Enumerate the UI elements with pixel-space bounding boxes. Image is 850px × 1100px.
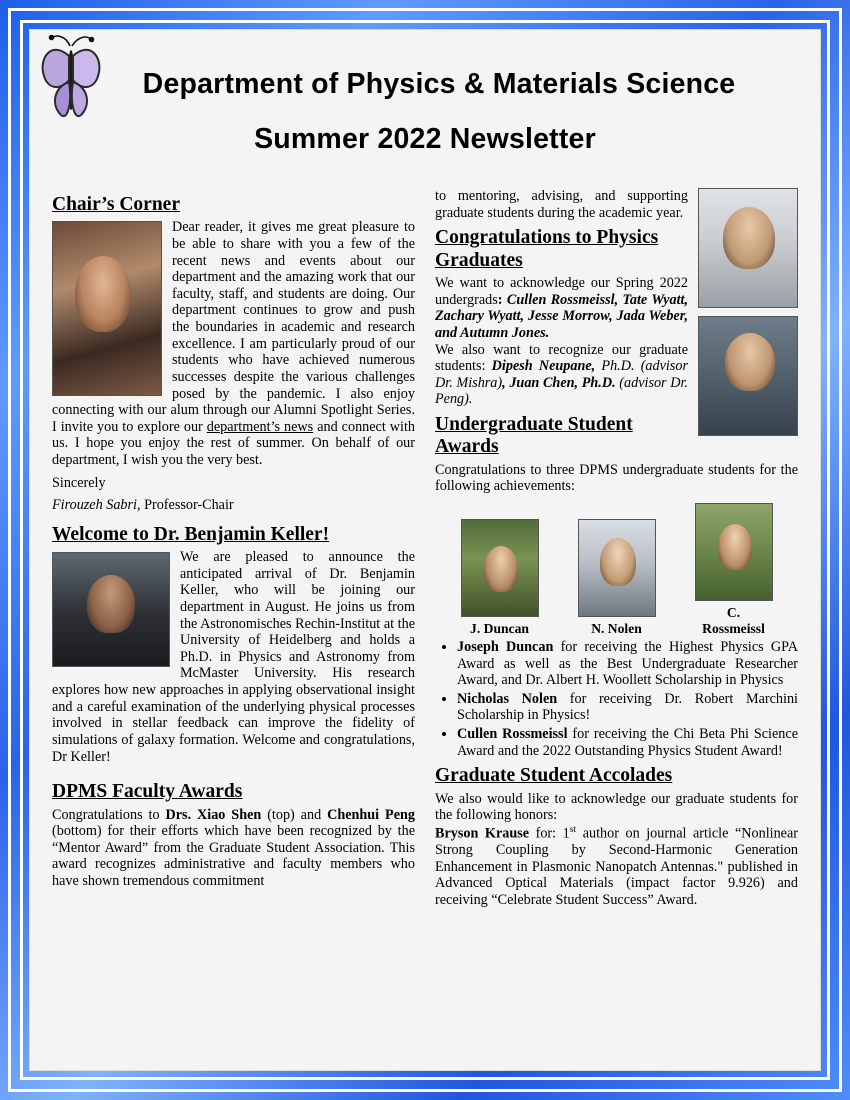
welcome-heading-main: Welcome to Dr. Benjamin Keller (52, 523, 323, 545)
undergrad-awards-list (435, 639, 798, 759)
chairs-corner-text-a: Dear reader, it gives me great pleasure to be able to share with you a few of the recent news and events about our department and the amazing work that our faculty, staff, and students are doing. Our department continues to grow and push the boundaries in academic and research excellence. I am particularly proud of our students who have achieved numerous successes despite the various challenges posed by the pandemic. I also enjoy connecting with our alum through our Alumni Spotlight Series. I invite you to explore our (52, 219, 415, 435)
grad-accolades-intro: We also would like to acknowledge our graduate students for the following honors: (435, 790, 798, 824)
n-nolen-photo (578, 519, 656, 617)
signature-name: Firouzeh Sabri (52, 497, 137, 514)
award-text: for receiving the Highest Physics GPA Award as well as the Best Undergraduate Researcher Award, and Dr. Albert H. Woollett Scholarship in Physics (457, 639, 798, 689)
congrats-text-a: We want to acknowledge our Spring 2022 undergrads (435, 275, 688, 308)
list-item (457, 691, 798, 724)
faculty-photo-pair (698, 188, 798, 444)
award-text: for receiving Dr. Robert Marchini Scholarship in Physics! (457, 690, 798, 724)
left-column (52, 188, 415, 915)
content-columns (30, 180, 820, 925)
chair-photo (52, 221, 162, 396)
welcome-keller-paragraph: We are pleased to announce the anticipated arrival of Dr. Benjamin Keller, who will be joining our department in August. He joins us from the Astronomisches Rechin-Institut at the University of Heidelberg and holds a Ph.D. in Physics and Astronomy from McMaster University. His research explores how new approaches in applying observational insight and a careful examination of the underlying physical processes involved in stellar feedback can improve the fidelity of simulations of galaxy formation. Welcome and congratulations, Dr Keller! (52, 549, 415, 765)
grad-intro: We also want to recognize our graduate students: (435, 341, 688, 375)
grad-accolade-text-a: for: 1 (529, 825, 570, 842)
c-rossmeissl-photo (695, 503, 773, 601)
grad-accolades-detail (435, 824, 798, 909)
signoff: Sincerely (52, 474, 106, 491)
student-caption: J. Duncan (470, 621, 529, 636)
section-heading-faculty-awards: DPMS Faculty Awards (52, 781, 243, 803)
page-title: Department of Physics & Materials Science (142, 68, 736, 100)
faculty-name-2: Chenhui Peng (327, 806, 415, 823)
student-caption: N. Nolen (591, 621, 642, 636)
xiao-shen-photo (698, 188, 798, 308)
student-card (461, 519, 539, 637)
faculty-awards-text-b: (top) and (261, 806, 328, 823)
faculty-awards-paragraph (52, 807, 415, 890)
faculty-awards-text-a: Congratulations to (52, 806, 166, 823)
chairs-corner-text-b: and connect with us. I hope you enjoy the rest of summer. On behalf of our department, I wish you the very best. (52, 418, 416, 468)
signature-line (52, 497, 415, 514)
grad-accolade-text-b: author on journal article “Nonlinear Strong Coupling by Second-Harmonic Generation Enhancement in Plasmonic Nanopatch Antennas." published in Advanced Optical Materials (impact factor 9.926) and receiving “Celebrate Student Success” Award. (435, 825, 798, 909)
section-heading-congratulations: Congratulations to Physics Graduates (435, 227, 659, 271)
section-heading-chairs-corner: Chair’s Corner (52, 194, 180, 215)
award-name: Cullen Rossmeissl (457, 726, 568, 743)
grad-detail-1: Ph.D. (advisor Dr. Mishra) (435, 358, 688, 391)
newsletter-sheet (30, 30, 820, 1070)
section-heading-welcome-keller (52, 524, 415, 546)
congrats-text-b: : (497, 291, 507, 308)
grad-accolade-name: Bryson Krause (435, 825, 530, 842)
section-heading-grad-accolades: Graduate Student Accolades (435, 765, 673, 787)
faculty-awards-text-c: (bottom) for their efforts which have been recognized by the “Mentor Award” from the Graduate Student Association. This award recognizes administrative and faculty members who have shown tremendous commitment (52, 823, 415, 889)
grad-accolade-ordinal: st (569, 823, 577, 835)
student-card (695, 503, 773, 637)
list-item (457, 639, 798, 689)
undergrad-names: Cullen Rossmeissl, Tate Wyatt, Zachary Wyatt, Jesse Morrow, Jada Weber, and Autumn Jones. (435, 291, 688, 341)
student-card (578, 519, 656, 637)
departments-news-link[interactable]: department’s news (206, 418, 314, 435)
right-column (435, 188, 798, 915)
award-text: for receiving the Chi Beta Phi Science Award and the 2022 Outstanding Physics Student Award! (457, 726, 798, 759)
grad-detail-2: (advisor Dr. Peng). (435, 374, 688, 408)
page-subtitle: Summer 2022 Newsletter (254, 123, 596, 155)
award-name: Joseph Duncan (457, 639, 554, 655)
j-duncan-photo (461, 519, 539, 617)
grad-name-1: Dipesh Neupane, (491, 358, 596, 375)
grad-name-2: , Juan Chen, Ph.D. (502, 374, 616, 391)
section-heading-undergrad-awards: Undergraduate Student Awards (435, 413, 633, 458)
chenhui-peng-photo (698, 316, 798, 436)
signature-title: , Professor-Chair (137, 497, 234, 514)
faculty-awards-continued: to mentoring, advising, and supporting graduate students during the academic year. (435, 188, 688, 221)
newsletter-header (30, 30, 820, 180)
butterfly-icon (36, 32, 106, 124)
keller-photo (52, 552, 170, 667)
faculty-name-1: Drs. Xiao Shen (165, 806, 262, 823)
undergrad-awards-intro: Congratulations to three DPMS undergraduate students for the following achievements: (435, 461, 798, 495)
award-name: Nicholas Nolen (457, 690, 558, 707)
student-caption: C. Rossmeissl (702, 605, 765, 636)
welcome-heading-excl: ! (322, 523, 330, 545)
list-item (457, 726, 798, 759)
student-photo-row (435, 503, 798, 637)
